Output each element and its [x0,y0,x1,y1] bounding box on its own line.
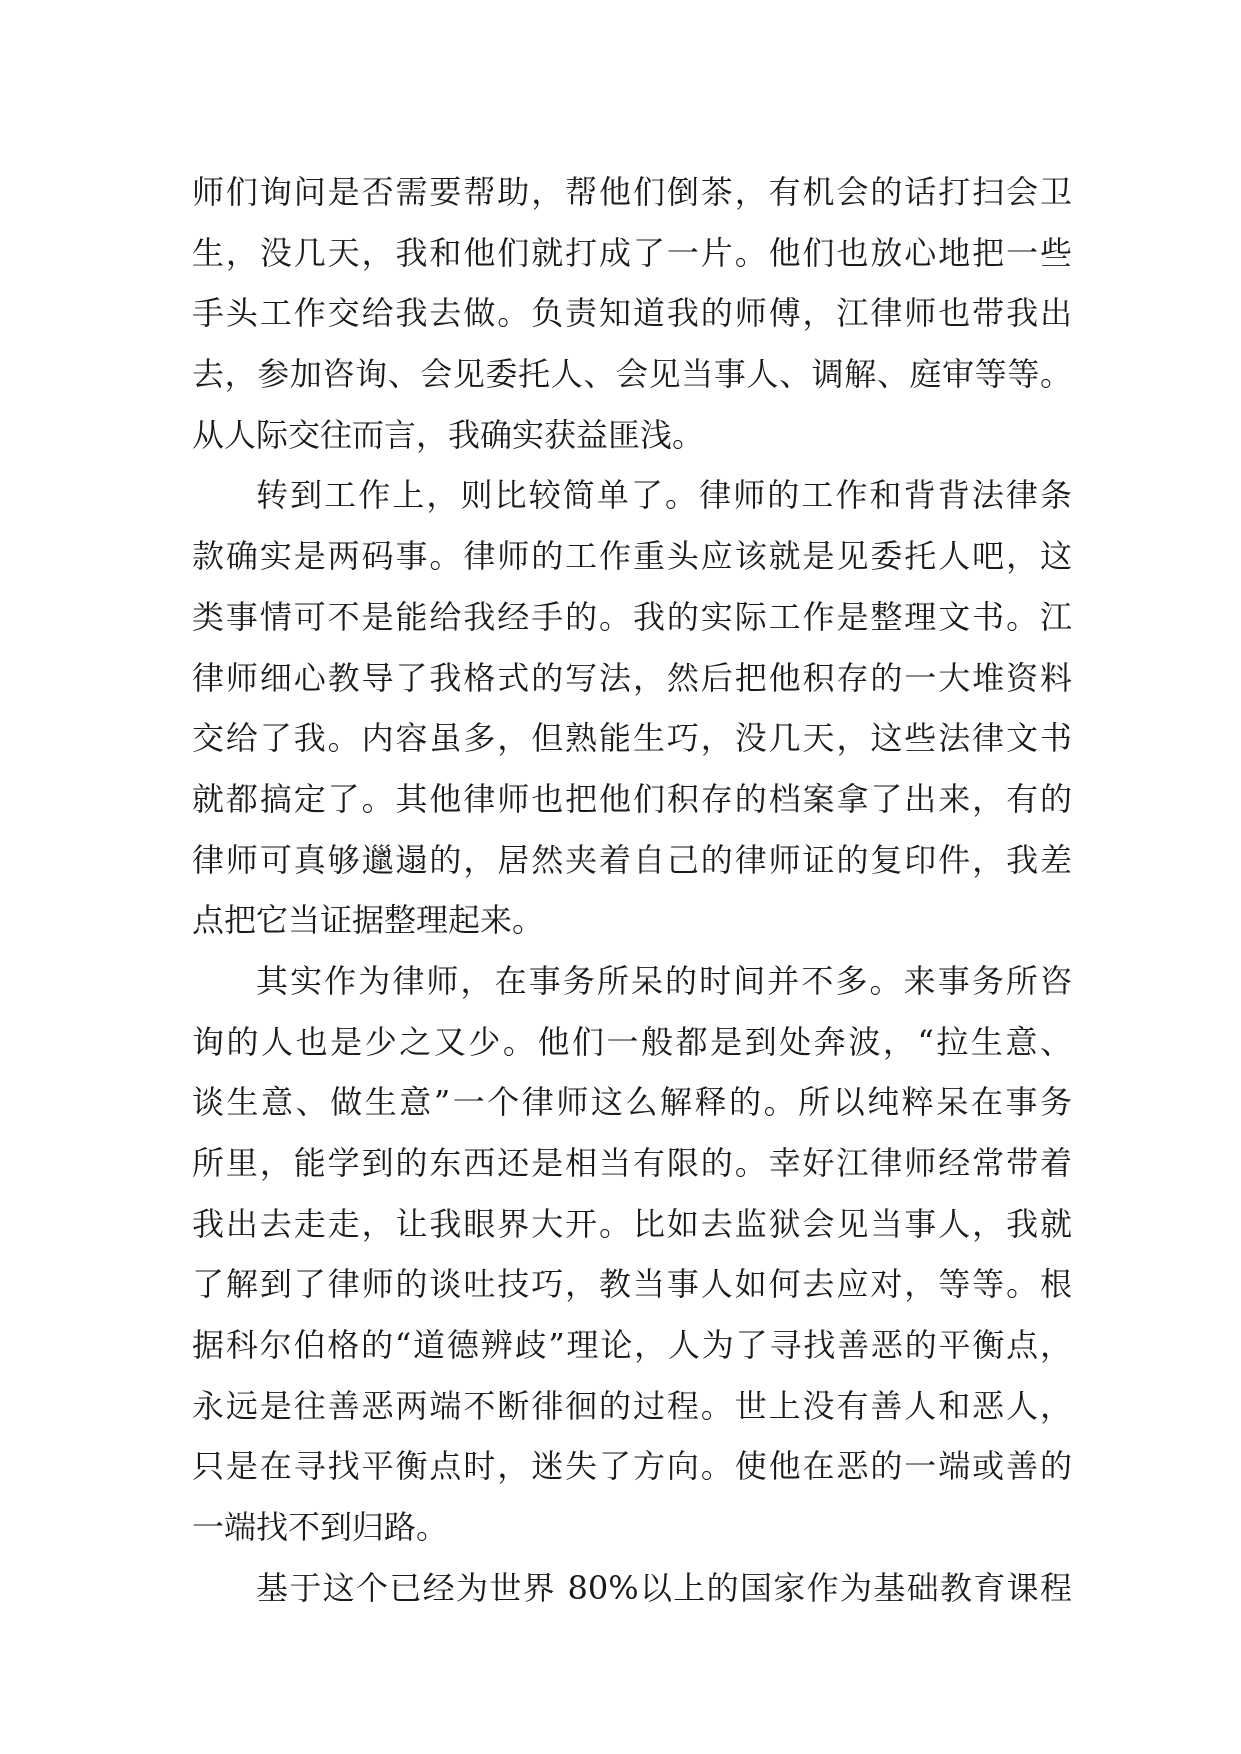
text-line: 类事情可不是能给我经手的。我的实际工作是整理文书。江 [192,597,1072,636]
paragraph-3 [192,951,1072,1558]
text-line: 据科尔伯格的“道德辨歧”理论，人为了寻找善恶的平衡点， [192,1326,1072,1365]
text-line: 去，参加咨询、会见委托人、会见当事人、调解、庭审等等。 [192,355,1072,394]
text-line: 所里，能学到的东西还是相当有限的。幸好江律师经常带着 [192,1144,1072,1182]
text-line: 只是在寻找平衡点时，迷失了方向。使他在恶的一端或善的 [192,1447,1072,1486]
paragraph-2 [192,465,1072,951]
text-line: 一端找不到归路。 [192,1508,449,1547]
text-line: 律师可真够邋遢的，居然夹着自己的律师证的复印件，我差 [192,840,1072,879]
text-line: 询的人也是少之又少。他们一般都是到处奔波，“拉生意、 [192,1022,1072,1061]
text-line: 就都搞定了。其他律师也把他们积存的档案拿了出来，有的 [192,779,1072,818]
text-line: 了解到了律师的谈吐技巧，教当事人如何去应对，等等。根 [192,1265,1072,1304]
text-line: 转到工作上，则比较简单了。律师的工作和背背法律条 [256,476,1072,515]
text-line: 点把它当证据整理起来。 [192,901,545,940]
text-line: 律师细心教导了我格式的写法，然后把他积存的一大堆资料 [192,658,1072,697]
text-line: 生，没几天，我和他们就打成了一片。他们也放心地把一些 [192,233,1072,272]
body-text [192,162,1072,1619]
text-line: 手头工作交给我去做。负责知道我的师傅，江律师也带我出 [192,294,1072,333]
text-line: 我出去走走，让我眼界大开。比如去监狱会见当事人，我就 [192,1204,1072,1243]
text-line: 谈生意、做生意”一个律师这么解释的。所以纯粹呆在事务 [192,1083,1072,1122]
text-line: 师们询问是否需要帮助，帮他们倒茶，有机会的话打扫会卫 [192,173,1072,211]
text-line: 交给了我。内容虽多，但熟能生巧，没几天，这些法律文书 [192,719,1072,758]
paragraph-4 [192,1558,1072,1619]
text-line: 永远是往善恶两端不断徘徊的过程。世上没有善人和恶人， [192,1386,1072,1425]
paragraph-1 [192,162,1072,465]
text-line: 从人际交往而言，我确实获益匪浅。 [192,415,705,454]
text-line: 款确实是两码事。律师的工作重头应该就是见委托人吧，这 [192,537,1072,576]
text-line: 其实作为律师，在事务所呆的时间并不多。来事务所咨 [256,961,1072,1000]
text-line: 基于这个已经为世界 80%以上的国家作为基础教育课程 [256,1568,1072,1607]
